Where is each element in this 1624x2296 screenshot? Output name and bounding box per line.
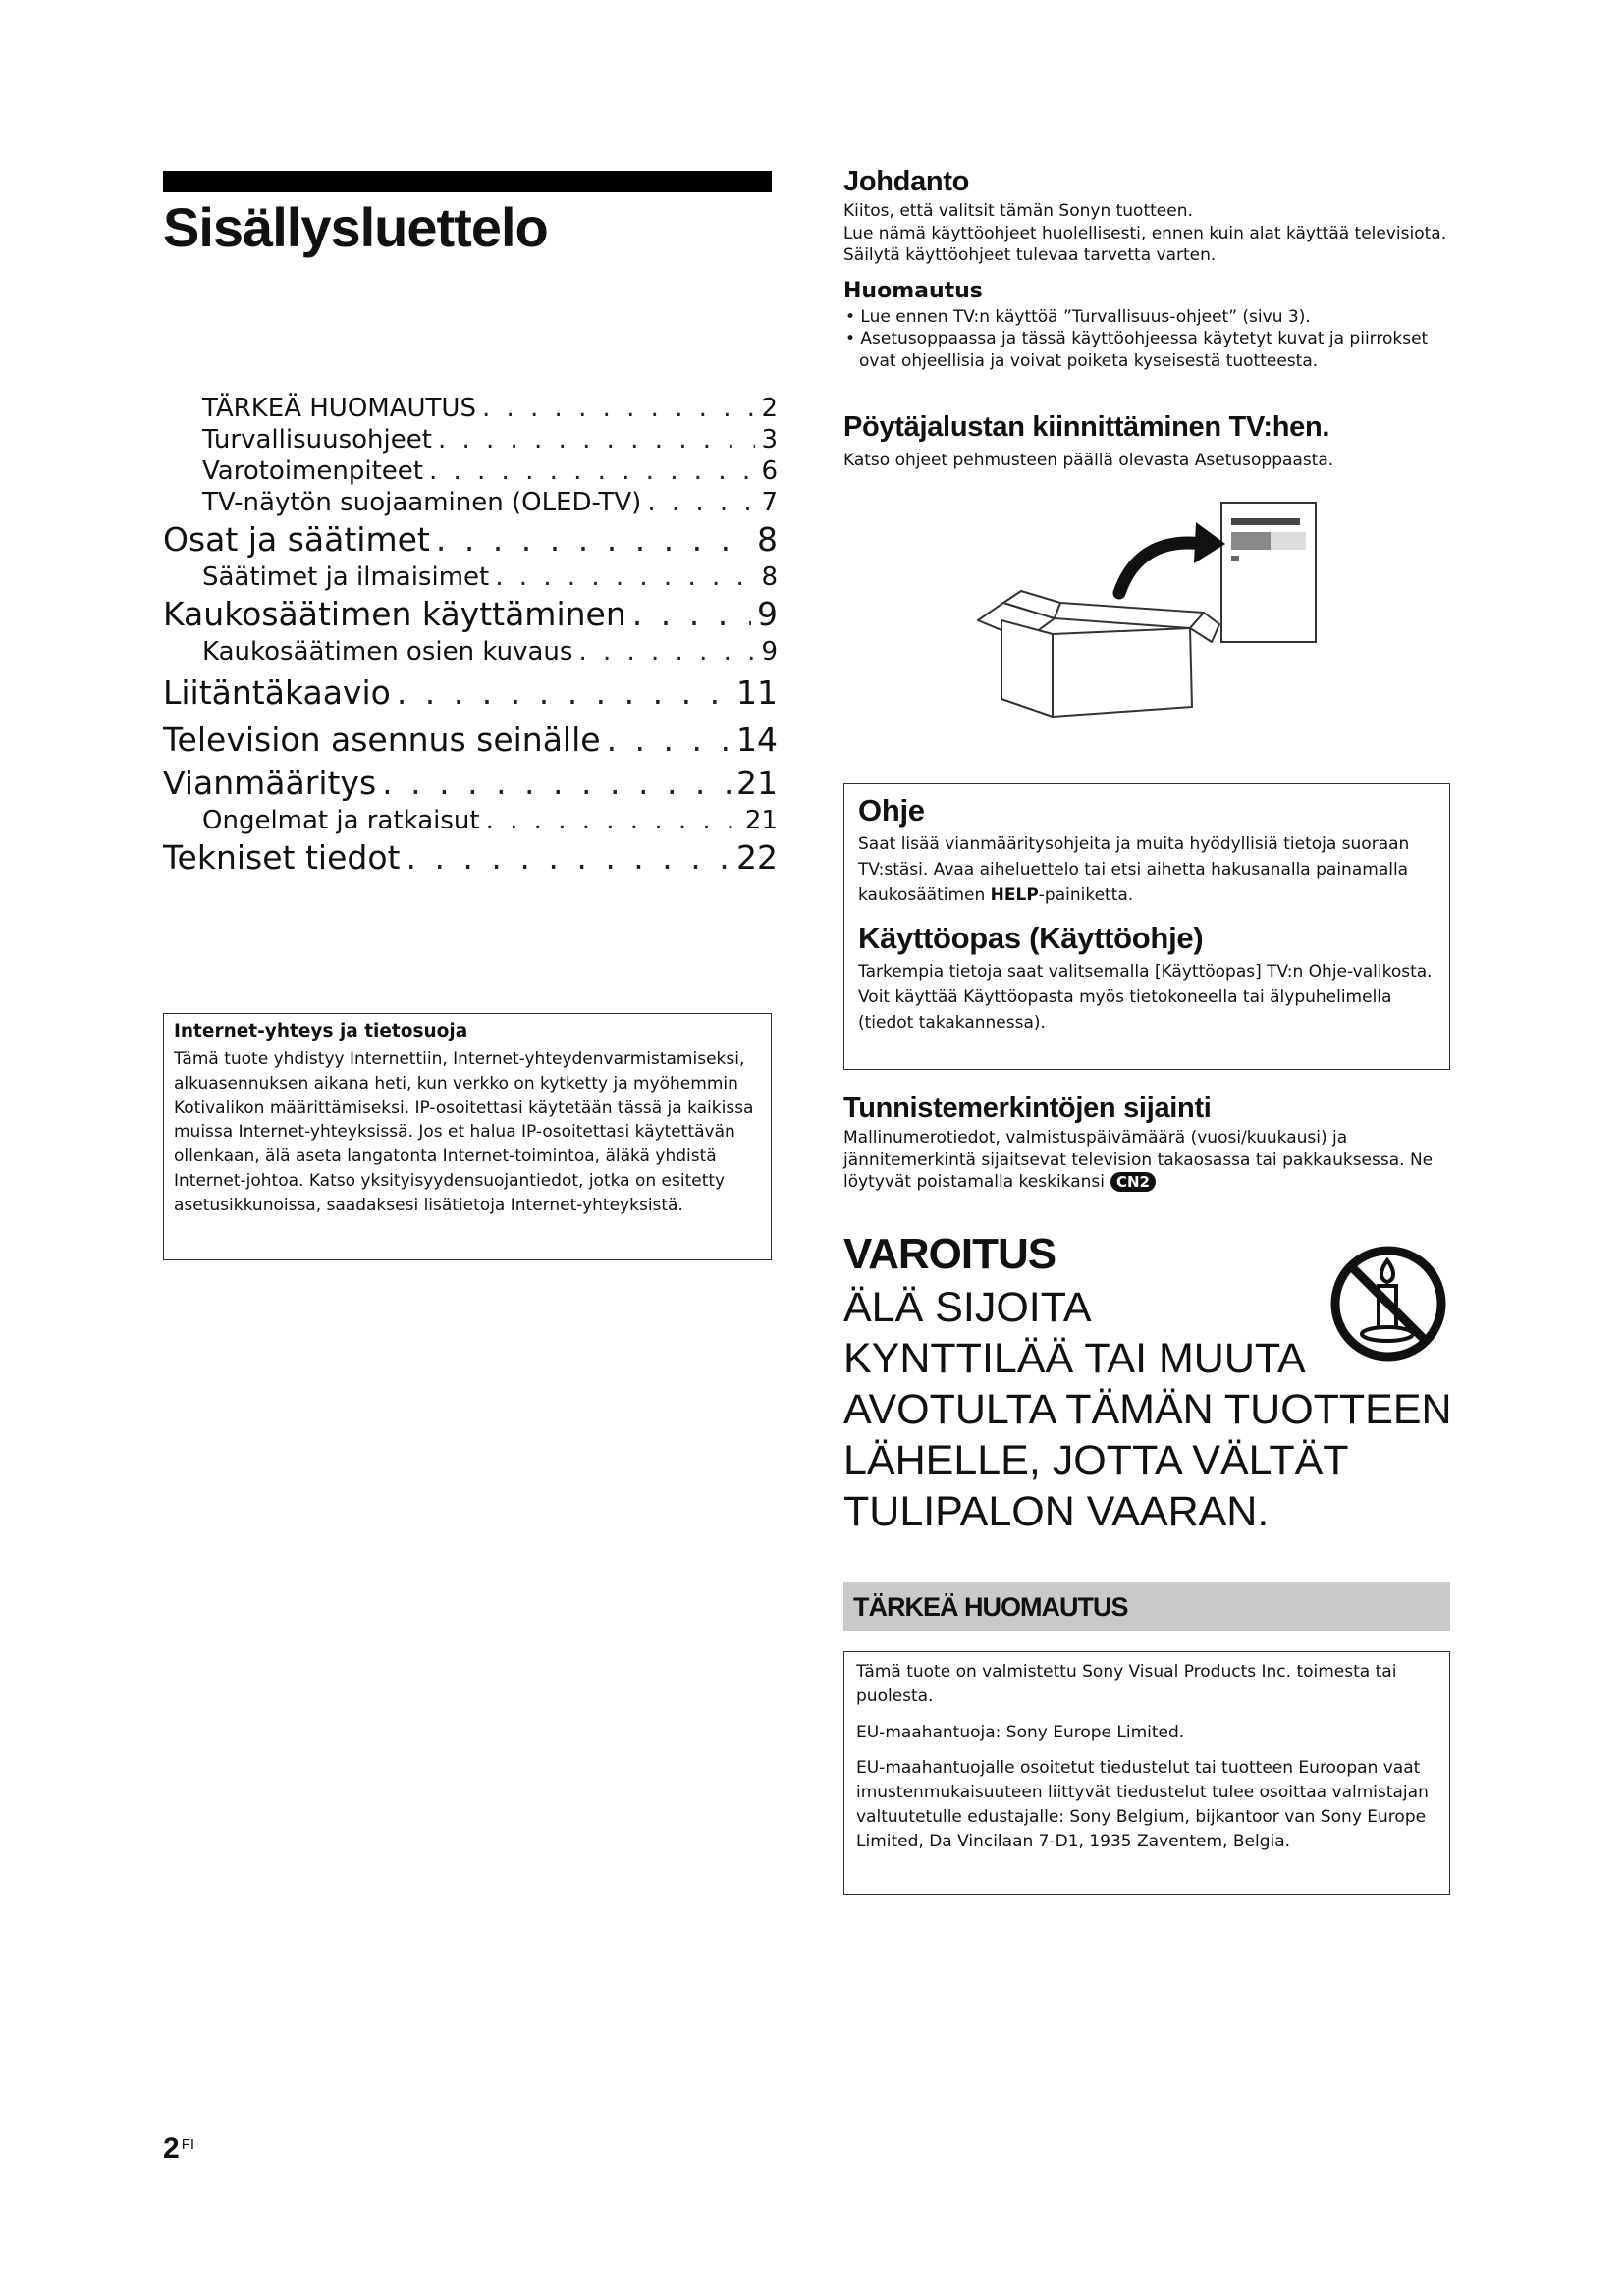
toc-entry-page: 2 [761, 394, 778, 423]
toc-leader [486, 805, 739, 836]
important-notice-header [843, 1582, 1450, 1631]
toc-entry[interactable] [163, 487, 778, 518]
label-location-body: Mallinumerotiedot, valmistuspäivämäärä (vuosi/kuukausi) ja jännitemerkintä sijaitsevat television takaosassa tai pakkauksessa. Ne löytyvät poistamalla keskikansi [843, 1128, 1434, 1192]
toc-entry[interactable] [163, 636, 778, 667]
help-title: Ohje [858, 793, 925, 828]
toc-entry-label: Osat ja säätimet [163, 520, 430, 559]
toc-entry-label: Ongelmat ja ratkaisut [202, 806, 480, 835]
toc-entry-label: Television asennus seinälle [163, 721, 601, 759]
intro-title: Johdanto [843, 166, 970, 197]
toc-entry[interactable] [163, 836, 778, 880]
note-bullet: • Lue ennen TV:n käyttöä ”Turvallisuus-ohjeet” (sivu 3). [845, 306, 1311, 327]
toc-entry-page: 11 [736, 673, 778, 712]
toc-entry-label: TV-näytön suojaaminen (OLED-TV) [202, 488, 642, 517]
toc-entry-page: 21 [744, 806, 778, 835]
warning-line: LÄHELLE, JOTTA VÄLTÄT [843, 1437, 1349, 1484]
toc-entry[interactable] [163, 805, 778, 836]
toc-leader [578, 636, 755, 667]
toc-entry[interactable] [163, 762, 778, 805]
toc-entry-label: Vianmääritys [163, 764, 377, 802]
manufacturer-text: Tämä tuote on valmistettu Sony Visual Products Inc. toimesta tai puolesta. [856, 1662, 1397, 1706]
toc-leader [607, 719, 731, 762]
toc-entry[interactable] [163, 393, 778, 424]
box-illustration [972, 497, 1322, 722]
toc-entry-label: Turvallisuusohjeet [202, 425, 432, 454]
toc-entry[interactable] [163, 424, 778, 455]
no-candle-icon [1327, 1243, 1449, 1364]
toc-entry[interactable] [163, 455, 778, 487]
toc-entry-page: 14 [736, 721, 778, 759]
toc-leader [632, 593, 751, 636]
toc-entry[interactable] [163, 593, 778, 636]
arrow-icon [1119, 543, 1204, 593]
toc-entry-label: Tekniset tiedot [163, 838, 401, 877]
intro-read-instructions: Lue nämä käyttöohjeet huolellisesti, ennen kuin alat käyttää televisiota. Säilytä käyttöohjeet tulevaa tarvetta varten. [843, 223, 1447, 265]
help-text [858, 831, 1435, 908]
help-box [843, 783, 1450, 1070]
privacy-notice-box [163, 1013, 772, 1260]
toc-leader [397, 671, 731, 715]
stand-title: Pöytäjalustan kiinnittäminen TV:hen. [843, 411, 1330, 443]
page-language: FI [181, 2136, 195, 2153]
toc-leader [436, 518, 751, 561]
page-number-value: 2 [163, 2132, 180, 2164]
toc-leader [647, 487, 755, 518]
label-location-title: Tunnistemerkintöjen sijainti [843, 1093, 1212, 1124]
toc-entry-page: 9 [757, 595, 778, 633]
manufacturer-box [843, 1651, 1450, 1895]
toc-leader [429, 455, 755, 487]
toc-entry-page: 7 [761, 488, 778, 517]
help-text-post: -painiketta. [1038, 885, 1134, 905]
importer-text: EU-maahantuoja: Sony Europe Limited. [856, 1722, 1185, 1742]
warning-line: KYNTTILÄÄ TAI MUUTA [843, 1335, 1306, 1382]
note-bullet: • Asetusoppaassa ja tässä käyttöohjeessa käytetyt kuvat ja piirrokset ovat ohjeellisia ja voivat poiketa kyseisestä tuotteesta. [845, 329, 1429, 371]
toc-entry-label: Liitäntäkaavio [163, 673, 391, 712]
setup-guide-sheet [1221, 503, 1316, 642]
toc-entry-page: 3 [761, 425, 778, 454]
toc-leader [406, 836, 731, 880]
help-text-pre: Saat lisää vianmääritysohjeita ja muita hyödyllisiä tietoja suoraan TV:stäsi. Avaa aiheluettelo tai etsi aihetta hakusanalla painamalla kaukosäätimen [858, 834, 1410, 905]
label-location-text [843, 1127, 1452, 1194]
toc-entry[interactable] [163, 719, 778, 762]
toc-entry-page: 21 [736, 764, 778, 802]
guide-title: Käyttöopas (Käyttöohje) [858, 921, 1204, 955]
toc-entry-label: Varotoimenpiteet [202, 456, 423, 486]
warning-line: TULIPALON VAARAN. [843, 1488, 1270, 1535]
help-key-label: HELP [990, 885, 1039, 905]
toc-leader [382, 762, 731, 805]
toc-entry-page: 8 [761, 562, 778, 592]
toc-entry[interactable] [163, 518, 778, 561]
cn2-badge: CN2 [1110, 1172, 1156, 1192]
page-title: Sisällysluettelo [163, 196, 548, 258]
toc-entry[interactable] [163, 671, 778, 715]
title-bar [163, 171, 772, 192]
toc-leader [495, 561, 755, 593]
representative-text: EU-maahantuojalle osoitetut tiedustelut tai tuotteen Euroopan vaat imustenmukaisuuteen liittyvät tiedustelut tulee osoittaa valmistajan valtuutetulle edustajalle: Sony Belgium, bijkantoor van Sony Europe Limited, Da Vincilaan 7-D1, 1935 Zaventem, Belgia. [856, 1758, 1429, 1851]
toc-leader [438, 424, 756, 455]
toc-entry-page: 9 [761, 637, 778, 667]
note-title: Huomautus [843, 278, 983, 303]
table-of-contents [163, 393, 778, 880]
page-number [163, 2132, 194, 2165]
toc-entry[interactable] [163, 561, 778, 593]
toc-entry-label: Kaukosäätimen käyttäminen [163, 595, 626, 633]
guide-text: Tarkempia tietoja saat valitsemalla [Käyttöopas] TV:n Ohje-valikosta. Voit käyttää Käyttöopasta myös tietokoneella tai älypuhelimella (tiedot takakannessa). [858, 962, 1433, 1033]
toc-entry-page: 22 [736, 838, 778, 877]
toc-entry-page: 8 [757, 520, 778, 559]
toc-entry-label: Säätimet ja ilmaisimet [202, 562, 490, 592]
warning-line: AVOTULTA TÄMÄN TUOTTEEN [843, 1386, 1452, 1433]
warning-title: VAROITUS [843, 1230, 1056, 1278]
important-notice-title: TÄRKEÄ HUOMAUTUS [853, 1592, 1128, 1622]
open-box [978, 591, 1219, 717]
toc-entry-label: Kaukosäätimen osien kuvaus [202, 637, 573, 667]
warning-line: ÄLÄ SIJOITA [843, 1284, 1092, 1331]
stand-section [843, 408, 1452, 472]
toc-entry-page: 6 [761, 456, 778, 486]
stand-text: Katso ohjeet pehmusteen päällä olevasta Asetusoppaasta. [843, 451, 1334, 470]
privacy-title: Internet-yhteys ja tietosuoja [174, 1021, 468, 1041]
toc-leader [482, 393, 755, 424]
privacy-text: Tämä tuote yhdistyy Internettiin, Internet-yhteydenvarmistamiseksi, alkuasennuksen aikana heti, kun verkko on kytketty ja myöhemmin Kotivalikon määrittämiseksi. IP-osoitettasi käytetään tässä ja kaikissa muissa Internet-yhteyksissä. Jos et halua IP-osoitettasi käytettävän ollenkaan, älä aseta langatonta Internet-toimintoa, äläkä yhdistä Internet-johtoa. Katso yksityisyydensuojantiedot, jotka on esitetty asetusikkunoissa, saadaksesi lisätietoja Internet-yhteyksistä. [174, 1049, 754, 1215]
toc-entry-label: TÄRKEÄ HUOMAUTUS [202, 394, 476, 423]
intro-section [843, 163, 1452, 372]
label-location-section [843, 1090, 1452, 1194]
intro-thanks: Kiitos, että valitsit tämän Sonyn tuotteen. [843, 201, 1193, 221]
